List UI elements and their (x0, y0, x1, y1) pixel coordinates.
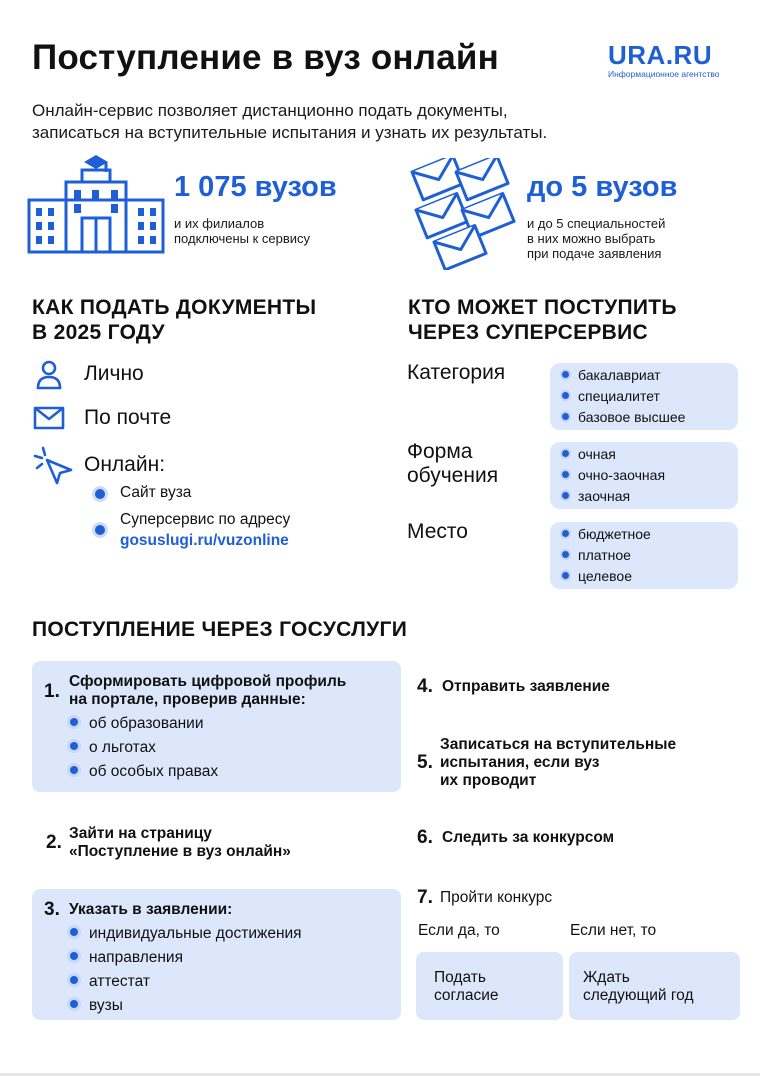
option-text: базовое высшее (578, 409, 686, 425)
step-number: 5. (417, 752, 433, 773)
intro-line-2: записаться на вступительные испытания и узнать их результаты. (32, 123, 548, 142)
step-line: Записаться на вступительные (440, 736, 677, 753)
intro-text (32, 100, 732, 144)
bullet-dot (562, 492, 569, 499)
option-item (562, 547, 631, 563)
action-line: Подать (434, 969, 486, 986)
bullet-dot (70, 718, 78, 726)
option-text: целевое (578, 568, 632, 584)
bullet-dot (70, 976, 78, 984)
caption-line: при подаче заявления (527, 246, 662, 261)
step-line: Сформировать цифровой профиль (69, 673, 347, 690)
university-building-icon (26, 150, 166, 254)
bullet-dot (562, 450, 569, 457)
envelopes-icon (408, 158, 518, 270)
step-7-text: Пройти конкурс (440, 889, 553, 906)
step-6-text: Следить за конкурсом (442, 829, 615, 846)
heading-line: ЧЕРЕЗ СУПЕРСЕРВИС (408, 321, 649, 344)
step-number: 1. (44, 681, 60, 702)
step-item (70, 763, 218, 781)
heading-line: В 2025 ГОДУ (32, 321, 165, 344)
step-line: испытания, если вуз (440, 754, 600, 771)
bullet-dot (562, 572, 569, 579)
step-item-text: аттестат (89, 973, 150, 990)
bullet-dot (70, 952, 78, 960)
option-text: очно-заочная (578, 467, 666, 483)
action-line: Ждать (583, 969, 630, 986)
action-line: следующий год (583, 987, 694, 1004)
study-form-label (407, 440, 498, 488)
step-item (70, 997, 123, 1015)
heading-line: КАК ПОДАТЬ ДОКУМЕНТЫ (32, 296, 317, 319)
contest-yes-label: Если да, то (418, 922, 500, 939)
logo-wordmark: URA.RU (608, 40, 713, 70)
mail-icon (33, 406, 65, 430)
step-item (70, 715, 203, 733)
who-can-heading (408, 295, 677, 345)
option-item (562, 388, 660, 404)
step-line: Зайти на страницу (69, 825, 212, 842)
step-number: 4. (417, 676, 433, 697)
step-item-text: индивидуальные достижения (89, 925, 302, 942)
heading-line: КТО МОЖЕТ ПОСТУПИТЬ (408, 296, 677, 319)
bullet-dot (70, 742, 78, 750)
step-2-text (69, 825, 291, 861)
stat-max-universities-value: до 5 вузов (527, 171, 678, 203)
place-label: Место (407, 520, 468, 543)
option-text: бюджетное (578, 526, 651, 542)
bullet-dot (562, 551, 569, 558)
option-item (562, 367, 661, 383)
label-line: обучения (407, 464, 499, 487)
option-text: заочная (578, 488, 631, 504)
bullet-dot (562, 413, 569, 420)
bullet-dot (70, 766, 78, 774)
step-item-text: вузы (89, 997, 123, 1014)
bullet-dot (562, 471, 569, 478)
step-number: 3. (44, 899, 60, 920)
method-by-mail: По почте (84, 406, 172, 429)
logo-subtitle: Информационное агентство (608, 69, 720, 79)
study-form-options (550, 442, 738, 509)
gosuslugi-heading: ПОСТУПЛЕНИЕ ЧЕРЕЗ ГОСУСЛУГИ (32, 618, 408, 641)
contest-no-label: Если нет, то (570, 922, 657, 939)
step-item-text: об особых правах (89, 763, 219, 780)
step-number: 6. (417, 827, 433, 848)
step-number: 2. (46, 832, 62, 853)
step-text (69, 673, 346, 709)
step-line: «Поступление в вуз онлайн» (69, 843, 291, 860)
step-5-text (440, 736, 676, 790)
method-in-person: Лично (84, 362, 144, 385)
step-item-text: направления (89, 949, 183, 966)
step-3-card (32, 889, 401, 1020)
step-item (70, 973, 150, 991)
category-label: Категория (407, 361, 506, 384)
submit-consent-text (434, 969, 499, 1005)
option-item (562, 488, 630, 504)
step-item (70, 739, 156, 757)
step-1-card (32, 661, 401, 792)
cursor-click-icon (33, 446, 75, 486)
bullet-dot (95, 489, 105, 499)
step-4-text: Отправить заявление (442, 678, 610, 695)
intro-line-1: Онлайн-сервис позволяет дистанционно подать документы, (32, 101, 508, 120)
caption-line: и их филиалов (174, 216, 265, 231)
stat-universities-value: 1 075 вузов (174, 171, 337, 203)
caption-line: и до 5 специальностей (527, 216, 666, 231)
bullet-dot (70, 928, 78, 936)
option-item (562, 446, 616, 462)
stat-universities-caption (174, 216, 310, 246)
bullet-dot (95, 525, 105, 535)
option-text: очная (578, 446, 616, 462)
person-icon (36, 360, 62, 390)
method-online: Онлайн: (84, 453, 166, 476)
bullet-dot (562, 530, 569, 537)
how-to-submit-heading (32, 295, 316, 345)
page-title: Поступление в вуз онлайн (32, 38, 499, 77)
category-options (550, 363, 738, 430)
bullet-dot (70, 1000, 78, 1008)
option-text: специалитет (578, 388, 660, 404)
caption-line: в них можно выбрать (527, 231, 656, 246)
step-line: их проводит (440, 772, 537, 789)
submit-consent-card (416, 952, 563, 1020)
option-item (562, 467, 665, 483)
wait-next-year-text (583, 969, 694, 1005)
ura-logo (608, 42, 720, 79)
label-line: Форма (407, 440, 473, 463)
option-item (562, 409, 685, 425)
online-option-superservice: Суперсервис по адресу (120, 511, 291, 528)
option-text: платное (578, 547, 631, 563)
step-number: 7. (417, 887, 433, 908)
option-text: бакалавриат (578, 367, 661, 383)
online-option-university-site: Сайт вуза (120, 484, 192, 501)
option-item (562, 526, 651, 542)
option-item (562, 568, 632, 584)
action-line: согласие (434, 987, 499, 1004)
caption-line: подключены к сервису (174, 231, 311, 246)
step-item (70, 949, 183, 967)
step-item (70, 925, 302, 943)
step-line: на портале, проверив данные: (69, 691, 306, 708)
bullet-dot (562, 371, 569, 378)
step-item-text: об образовании (89, 715, 204, 732)
bullet-dot (562, 392, 569, 399)
wait-next-year-card (569, 952, 740, 1020)
step-text: Указать в заявлении: (69, 901, 233, 918)
gosuslugi-link[interactable]: gosuslugi.ru/vuzonline (120, 532, 289, 549)
stat-max-universities-caption (527, 216, 665, 261)
step-item-text: о льготах (89, 739, 156, 756)
place-options (550, 522, 738, 589)
